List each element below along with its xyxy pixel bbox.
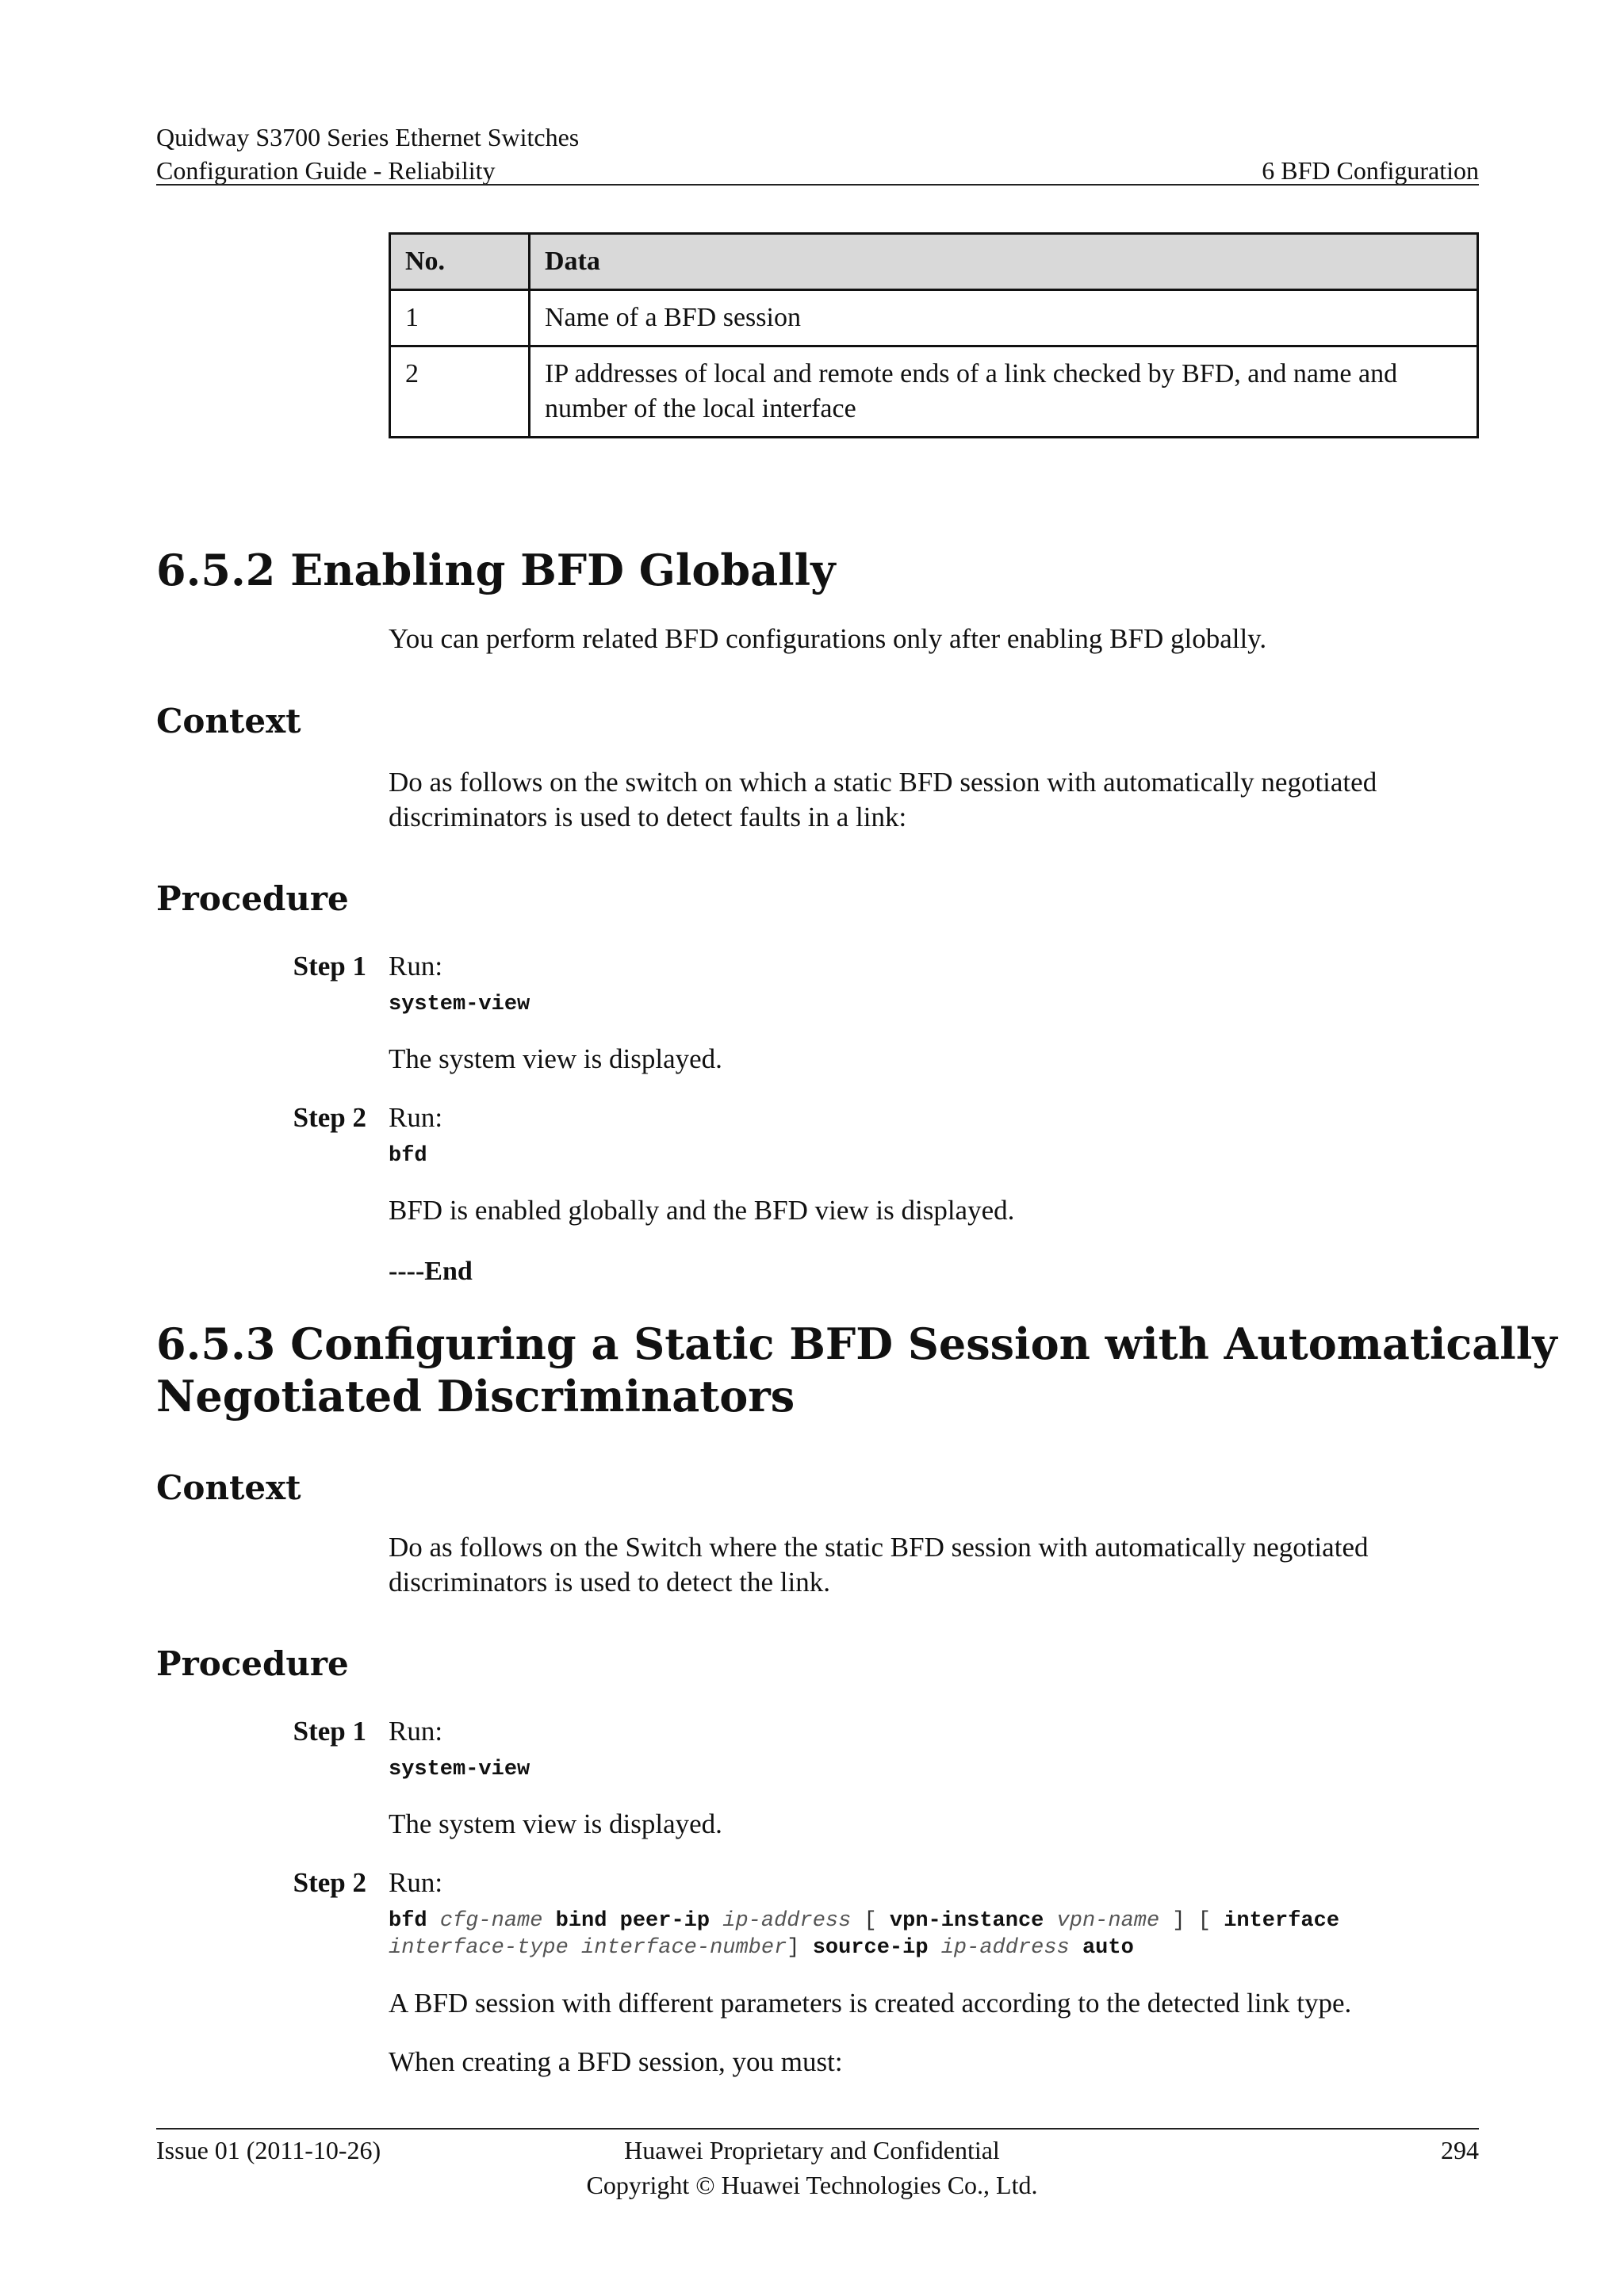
section-653-procedure-heading: Procedure bbox=[156, 1644, 349, 1683]
header-rule bbox=[156, 184, 1479, 186]
cmd-bracket: [ bbox=[1197, 1909, 1211, 1933]
step-result: BFD is enabled globally and the BFD view is displayed. bbox=[389, 1195, 1015, 1226]
command-bfd-bind-peer-ip bbox=[389, 1908, 1483, 1961]
footer-copyright: Copyright © Huawei Technologies Co., Ltd. bbox=[586, 2171, 1038, 2199]
footer-proprietary: Huawei Proprietary and Confidential bbox=[624, 2136, 1000, 2164]
command-system-view: system-view bbox=[389, 993, 530, 1016]
table-row bbox=[390, 290, 1478, 346]
section-653-title-line2: Negotiated Discriminators bbox=[156, 1371, 795, 1422]
step-label: Step 2 bbox=[293, 1102, 366, 1133]
footer-rule bbox=[156, 2128, 1479, 2130]
step-label: Step 1 bbox=[293, 1716, 366, 1747]
section-652-procedure-heading: Procedure bbox=[156, 879, 349, 918]
step-label: Step 2 bbox=[293, 1867, 366, 1898]
data-table bbox=[389, 232, 1479, 438]
table-cell-no: 1 bbox=[390, 290, 530, 346]
cmd-param: ip-address bbox=[940, 1936, 1070, 1960]
step-run-label: Run: bbox=[389, 951, 443, 982]
table-cell-data: Name of a BFD session bbox=[530, 290, 1478, 346]
table-header-row bbox=[390, 234, 1478, 290]
cmd-param: interface-type bbox=[389, 1936, 569, 1960]
section-652-context-text: Do as follows on the switch on which a static BFD session with automatically negotiated discriminators is used to detect faults in a link: bbox=[389, 767, 1377, 832]
section-653-context-text: Do as follows on the Switch where the static BFD session with automatically negotiated discriminators is used to detect the link. bbox=[389, 1532, 1369, 1598]
cmd-param: cfg-name bbox=[439, 1909, 543, 1933]
table-cell-no: 2 bbox=[390, 346, 530, 438]
header-guide: Configuration Guide - Reliability bbox=[156, 156, 496, 185]
table-row bbox=[390, 346, 1478, 438]
cmd-bracket: ] bbox=[787, 1936, 800, 1960]
command-system-view: system-view bbox=[389, 1758, 530, 1781]
header-chapter: 6 BFD Configuration bbox=[1262, 156, 1479, 185]
cmd-param: ip-address bbox=[722, 1909, 852, 1933]
cmd-keyword: interface bbox=[1224, 1909, 1340, 1933]
step-result: The system view is displayed. bbox=[389, 1043, 722, 1074]
cmd-keyword: bind peer-ip bbox=[555, 1909, 710, 1933]
table-header-data: Data bbox=[530, 234, 1478, 290]
cmd-keyword: auto bbox=[1082, 1936, 1134, 1960]
step-run-label: Run: bbox=[389, 1716, 443, 1747]
cmd-bracket: [ bbox=[864, 1909, 877, 1933]
command-bfd: bfd bbox=[389, 1144, 427, 1168]
cmd-keyword: vpn-instance bbox=[889, 1909, 1044, 1933]
step-label: Step 1 bbox=[293, 951, 366, 982]
cmd-keyword: source-ip bbox=[812, 1936, 929, 1960]
section-652-title: 6.5.2 Enabling BFD Globally bbox=[156, 545, 836, 595]
section-653-context-heading: Context bbox=[156, 1468, 301, 1507]
step-followup: When creating a BFD session, you must: bbox=[389, 2046, 843, 2077]
section-652-intro: You can perform related BFD configurations only after enabling BFD globally. bbox=[389, 623, 1267, 654]
header-product: Quidway S3700 Series Ethernet Switches bbox=[156, 123, 580, 151]
table-cell-data: IP addresses of local and remote ends of a link checked by BFD, and name and number of the local interface bbox=[530, 346, 1478, 438]
cmd-param: vpn-name bbox=[1056, 1909, 1160, 1933]
cmd-param: interface-number bbox=[581, 1936, 787, 1960]
footer-page-number: 294 bbox=[1441, 2136, 1479, 2164]
step-run-label: Run: bbox=[389, 1867, 443, 1898]
cmd-keyword: bfd bbox=[389, 1909, 427, 1933]
step-result: The system view is displayed. bbox=[389, 1808, 722, 1839]
step-result: A BFD session with different parameters is created according to the detected link type. bbox=[389, 1988, 1352, 2019]
step-run-label: Run: bbox=[389, 1102, 443, 1133]
section-653-title-line1: 6.5.3 Configuring a Static BFD Session with Automatically bbox=[156, 1318, 1557, 1369]
section-652-context-heading: Context bbox=[156, 702, 301, 740]
table-header-no: No. bbox=[390, 234, 530, 290]
footer-issue: Issue 01 (2011-10-26) bbox=[156, 2136, 381, 2164]
procedure-end-marker: ----End bbox=[389, 1257, 473, 1286]
cmd-bracket: ] bbox=[1172, 1909, 1185, 1933]
